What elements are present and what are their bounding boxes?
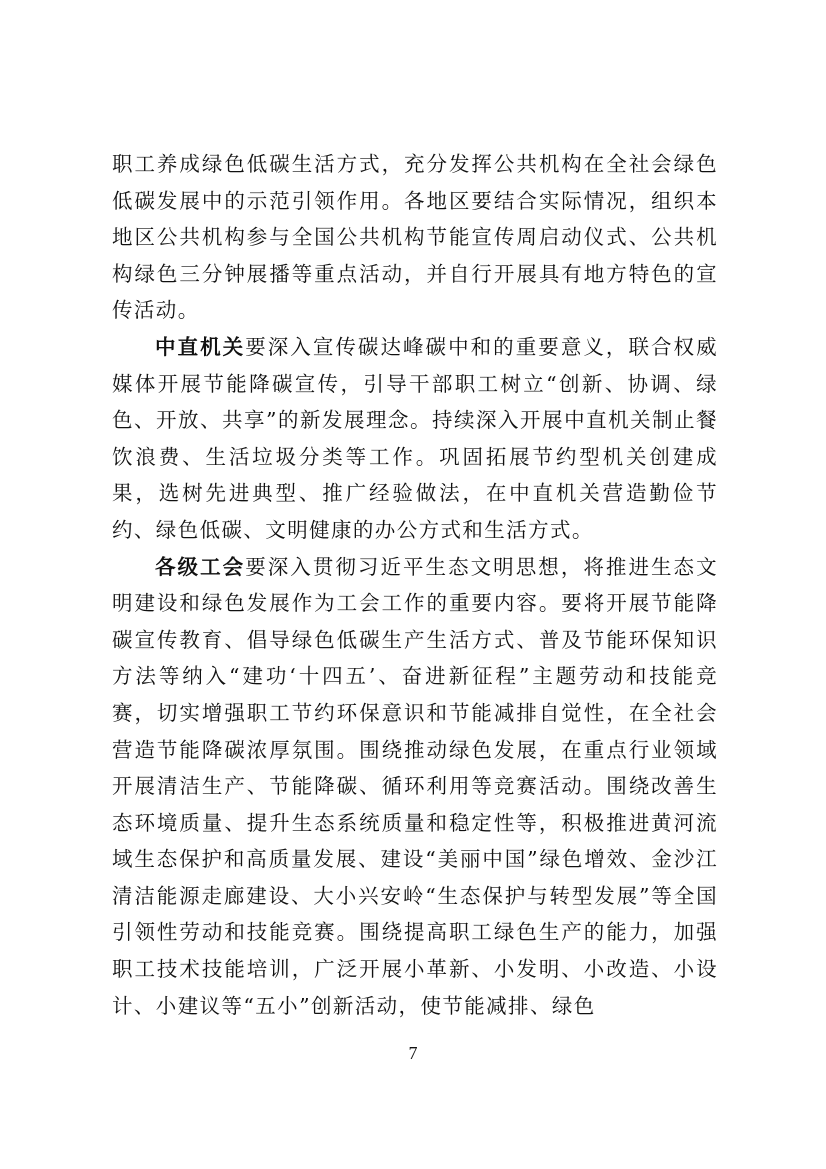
paragraph-text: 职工养成绿色低碳生活方式，充分发挥公共机构在全社会绿色低碳发展中的示范引领作用。各地区要结合实际情况，组织本地区公共机构参与全国公共机构节能宣传周启动仪式、公共机构绿色三分钟展播等重点活动，并自行开展具有地方特色的宣传活动。 (112, 152, 718, 323)
page-number: 7 (408, 1043, 418, 1063)
paragraph-text: 要深入宣传碳达峰碳中和的重要意义，联合权威媒体开展节能降碳宣传，引导干部职工树立“创新、协调、绿色、开放、共享”的新发展理念。持续深入开展中直机关制止餐饮浪费、生活垃圾分类等工作。巩固拓展节约型机关创建成果，选树先进典型、推广经验做法，在中直机关营造勤俭节约、绿色低碳、文明健康的办公方式和生活方式。 (112, 334, 718, 542)
paragraph-text: 要深入贯彻习近平生态文明思想，将推进生态文明建设和绿色发展作为工会工作的重要内容。要将开展节能降碳宣传教育、倡导绿色低碳生产生活方式、普及节能环保知识方法等纳入“建功‘十四五’、奋进新征程”主题劳动和技能竞赛，切实增强职工节约环保意识和节能减排自觉性，在全社会营造节能降碳浓厚氛围。围绕推动绿色发展，在重点行业领域开展清洁生产、节能降碳、循环利用等竞赛活动。围绕改善生态环境质量、提升生态系统质量和稳定性等，积极推进黄河流域生态保护和高质量发展、建设“美丽中国”绿色增效、金沙江清洁能源走廊建设、大小兴安岭“生态保护与转型发展”等全国引领性劳动和技能竞赛。围绕提高职工绿色生产的能力，加强职工技术技能培训，广泛开展小革新、小发明、小改造、小设计、小建议等“五小”创新活动，使节能减排、绿色 (112, 554, 718, 1018)
paragraph-central-organs (112, 329, 718, 549)
body-text (112, 146, 718, 1024)
paragraph-lead: 中直机关 (155, 334, 246, 359)
paragraph-lead: 各级工会 (155, 554, 246, 579)
paragraph-continuation (112, 146, 718, 329)
paragraph-trade-unions (112, 549, 718, 1025)
